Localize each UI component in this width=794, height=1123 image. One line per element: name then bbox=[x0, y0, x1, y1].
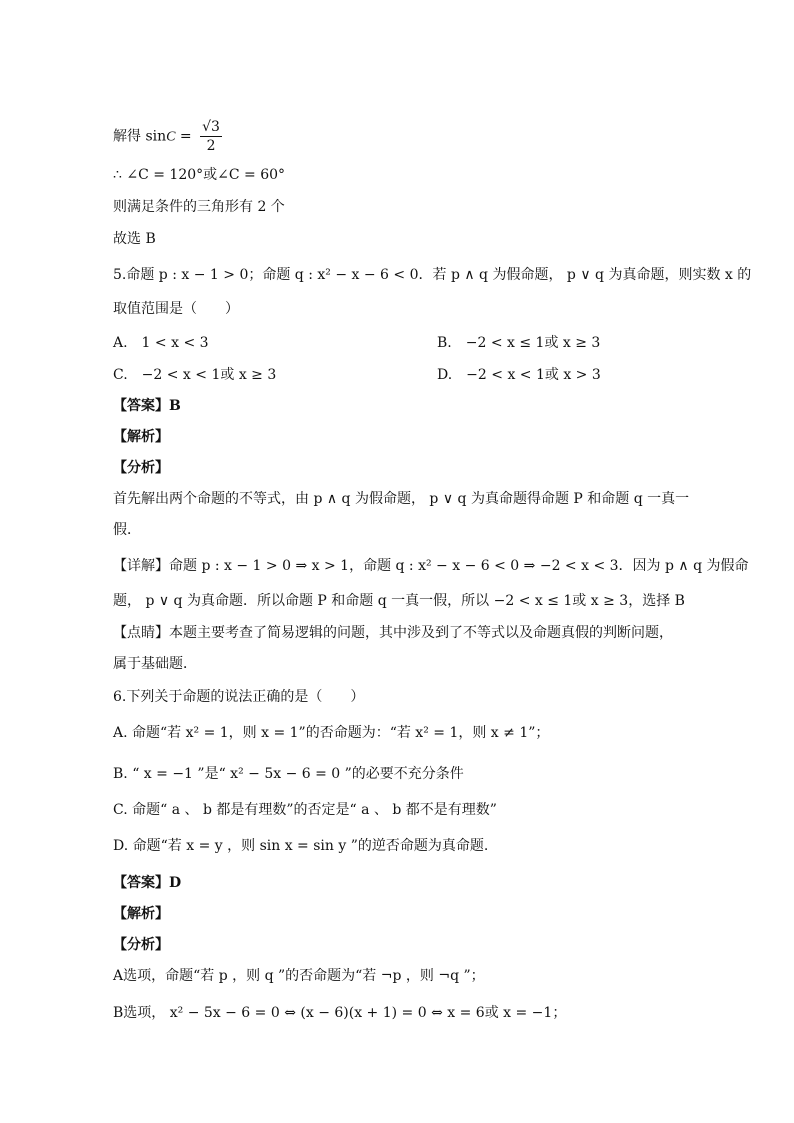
solve-sinC-line bbox=[113, 118, 222, 155]
sqrt3-over-2-fraction bbox=[200, 118, 222, 155]
q5-fenxi-line2: 假． bbox=[113, 522, 141, 538]
sinC-prefix: 解得 sin bbox=[113, 128, 167, 145]
q6-jiexi-heading: 【解析】 bbox=[113, 906, 169, 922]
q5-answer: 【答案】B bbox=[113, 398, 181, 414]
q6-option-b: B. “ x = −1 ”是“ x² − 5x − 6 = 0 ”的必要不充分条件 bbox=[113, 766, 464, 782]
q6-fenxi-heading: 【分析】 bbox=[113, 937, 169, 953]
fraction-denominator: 2 bbox=[206, 138, 216, 154]
q5-xiangjie-line1: 【详解】命题 p : x − 1 > 0 ⇒ x > 1，命题 q : x² − x − 6 < 0 ⇒ −2 < x < 3．因为 p ∧ q 为假命 bbox=[113, 558, 749, 574]
angle-c-line: ∴ ∠C = 120°或∠C = 60° bbox=[113, 167, 286, 183]
q5-xiangjie-line2: 题， p ∨ q 为真命题．所以命题 P 和命题 q 一真一假，所以 −2 < x ≤ 1或 x ≥ 3，选择 B bbox=[113, 593, 685, 609]
q5-stem-line1: 5.命题 p : x − 1 > 0；命题 q : x² − x − 6 < 0．若 p ∧ q 为假命题， p ∨ q 为真命题，则实数 x 的 bbox=[113, 267, 752, 283]
q5-fenxi-line1: 首先解出两个命题的不等式，由 p ∧ q 为假命题， p ∨ q 为真命题得命题 P 和命题 q 一真一 bbox=[113, 491, 690, 507]
q6-answer: 【答案】D bbox=[113, 875, 182, 891]
sinC-var: C bbox=[166, 129, 176, 145]
q5-dianjing-line1: 【点睛】本题主要考查了简易逻辑的问题，其中涉及到了不等式以及命题真假的判断问题， bbox=[113, 625, 673, 641]
q6-option-a: A. 命题“若 x² = 1，则 x = 1”的否命题为：“若 x² = 1，则 x ≠ 1”； bbox=[113, 725, 550, 741]
choose-b-line: 故选 B bbox=[113, 231, 156, 247]
q6-analysis-b: B选项， x² − 5x − 6 = 0 ⇔ (x − 6)(x + 1) = 0 ⇔ x = 6或 x = −1； bbox=[113, 1005, 567, 1021]
sinC-eq: = bbox=[175, 128, 197, 145]
q5-dianjing-line2: 属于基础题． bbox=[113, 656, 197, 672]
fraction-numerator: √3 bbox=[202, 119, 220, 135]
q5-fenxi-heading: 【分析】 bbox=[113, 460, 169, 476]
q5-option-c: C. −2 < x < 1或 x ≥ 3 bbox=[113, 367, 277, 383]
q5-option-d: D. −2 < x < 1或 x > 3 bbox=[437, 367, 601, 383]
q6-analysis-a: A选项，命题“若 p ，则 q ”的否命题为“若 ¬p ，则 ¬q ”； bbox=[113, 968, 485, 984]
q5-stem-line2: 取值范围是（ ） bbox=[113, 301, 239, 317]
q5-option-a: A. 1 < x < 3 bbox=[113, 335, 209, 351]
q6-option-c: C. 命题“ a 、 b 都是有理数”的否定是“ a 、 b 都不是有理数” bbox=[113, 802, 497, 818]
triangle-count-line: 则满足条件的三角形有 2 个 bbox=[113, 199, 285, 215]
q6-stem: 6.下列关于命题的说法正确的是（ ） bbox=[113, 689, 365, 705]
q6-option-d: D. 命题“若 x = y ，则 sin x = sin y ”的逆否命题为真命题. bbox=[113, 838, 489, 854]
q5-jiexi-heading: 【解析】 bbox=[113, 429, 169, 445]
q5-option-b: B. −2 < x ≤ 1或 x ≥ 3 bbox=[437, 335, 601, 351]
